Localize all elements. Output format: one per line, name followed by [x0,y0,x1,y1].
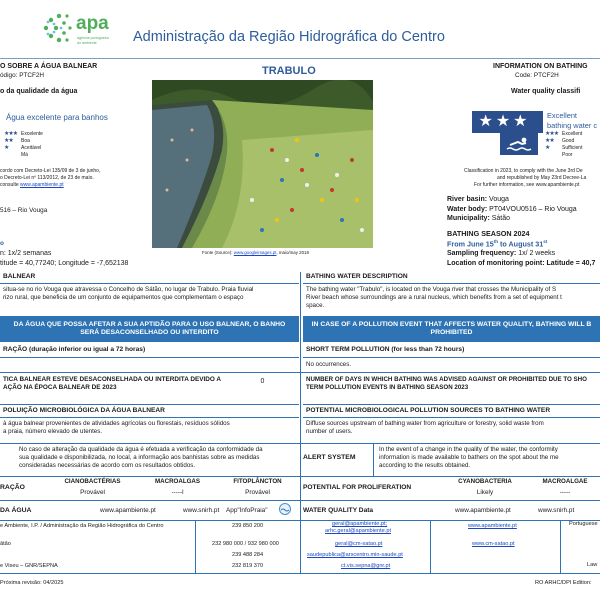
en-short-term-text: No occurrences. [306,361,352,368]
en-river-basin [447,196,509,205]
en-description-title: BATHING WATER DESCRIPTION [303,272,600,284]
legend-label: Excelente [21,131,43,138]
swimmer-badge [500,133,538,155]
pt-prolif-value-phyto: Provável [245,489,270,496]
note-prefix: consulte [0,182,21,188]
season-to-sup: st [543,239,548,244]
contacts-col-divider [430,521,431,573]
legend-label: Good [562,138,575,145]
pt-prolif-value-cyano: Provável [80,489,105,496]
footer-next-review: Próxima revisão: 04/2025 [0,580,64,586]
contact-phone-apa: 239 850 200 [232,523,264,529]
pt-data-link-snirh[interactable]: www.snirh.pt [183,507,220,514]
swimmer-icon [506,136,532,152]
en-description-text: The bathing water "Trabulo", is located on the Vouga river that crosses the Municipality of S River beach whose surroundings are a rural nucleus, which benefits from a set of equipment t space. [306,286,562,309]
en-pollution-band: IN CASE OF A POLLUTION EVENT THAT AFFECTS WATER QUALITY, BATHING WILL B PROHIBITED [303,316,600,342]
en-proliferation-title: POTENTIAL FOR PROLIFERATION [303,484,412,491]
logo-subtitle-1: agência portuguesa [77,36,109,40]
legend-stars: ★★★ [4,130,18,137]
en-quality-legend [545,131,582,159]
pt-code: ódigo: PTCF2H [0,72,45,79]
column-divider [300,272,301,552]
en-legal-note-2: and republished by May 23rd Decree-La [497,175,587,181]
en-class-sub: bathing water c [547,121,598,130]
google-images-link[interactable]: www.googleimages.pt [233,250,277,255]
pt-description-text: situa-se no rio Vouga que atravessa o Concelho de Sátão, no lugar de Trabulo. Praia fluvial rizo rural, que beneficia de um conjunto de equipamentos que complementam o espaço [3,286,254,301]
header-divider [0,58,600,59]
contact-entity-gnr: e Viseu – GNR/SEPNA [0,563,58,569]
season-to: to August 31 [497,239,544,249]
pt-days-value: 0 [260,378,265,385]
field-value: Sátão [491,215,511,222]
apambiente-link[interactable]: www.apambiente.pt [20,182,64,188]
en-sampling [447,250,555,259]
pt-season-marker: o [0,240,4,247]
en-class-excellent: Excellent [547,111,577,120]
contact-entity-municipality: ātão [0,541,11,547]
pt-sources-title: POLUIÇÃO MICROBIOLÓGICA DA ÁGUA BALNEAR [0,404,299,418]
contact-entity-apa: e Ambiente, I.P. / Administração da Região Hidrográfica do Centro [0,523,164,529]
legend-label: Excellent [562,131,583,138]
legend-row [4,145,43,152]
footer-edition: RO ARHC/DPI Edition: [535,580,592,586]
caption-suffix: , maio/may 2018 [276,250,309,255]
contact-web-municipality[interactable]: www.cm-satao.pt [472,541,515,547]
row-divider [0,443,600,444]
pt-info-title: O SOBRE A ÁGUA BALNEAR [0,63,98,70]
legend-label: Boa [21,138,30,145]
agency-logo [40,8,130,48]
pt-description-title: BALNEAR [0,272,299,284]
star-icon: ★ [478,113,493,130]
star-icon: ★ [513,113,528,130]
field-value: Vouga [489,196,509,203]
contacts-col-divider [300,521,301,573]
beach-photo [152,80,373,248]
en-info-title: INFORMATION ON BATHING [493,63,588,70]
contact-email-health[interactable]: saudepublica@arscentro.min-saude.pt [307,552,403,558]
pt-pollution-band: DA ÁGUA QUE POSSA AFETAR A SUA APTIDÃO PARA O USO BALNEAR, O BANHO SERÁ DESACONSELHADO OU INTERDITO [0,316,299,342]
en-season-dates [447,239,547,248]
contact-email-municipality[interactable]: geral@cm-satao.pt [335,541,383,547]
row-divider [0,500,600,501]
contact-email-arhc[interactable]: arhc.geral@apambiente.pt [325,528,392,534]
en-season: BATHING SEASON 2024 [447,229,530,238]
pt-prolif-value-macro: -----l [171,489,184,496]
season-from: From June 15 [447,239,494,249]
pt-legal-note-3 [0,182,64,188]
footer-divider [0,573,600,574]
en-legal-note-3: For further information, see www.apambiente.pt [474,182,580,188]
legend-row [545,152,582,159]
contact-email-apa[interactable]: geral@apambiente.pt; [332,521,388,527]
quality-stars-badge-edge [533,111,543,133]
quality-stars-badge [472,111,534,133]
caption-prefix: Fonte (Source): [202,250,234,255]
en-data-link-snirh[interactable]: www.snirh.pt [538,507,575,514]
pt-days-title: TICA BALNEAR ESTEVE DESACONSELHADA OU INTERDITA DEVIDO A AÇÃO NA ÉPOCA BALNEAR DE 2023 [3,376,222,391]
contacts-col-divider [560,521,561,573]
legend-label: Sufficient [562,145,583,152]
en-data-link-apa[interactable]: www.apambiente.pt [455,507,511,514]
pt-sources-text: à água balnear provenientes de atividades agrícolas ou florestais, resíduos sólidos a praia, número elevado de utentes. [3,420,230,435]
en-days-title: NUMBER OF DAYS IN WHICH BATHING WAS ADVISED AGAINST OR PROHIBITED DUE TO SHO TERM POLLUTION EVENTS IN BATHING SEASON 2023 [306,376,587,391]
en-municipality [447,215,510,224]
pt-prolif-header-cyano: CIANOBACTÉRIAS [64,478,121,485]
pt-location: titude = 40,77240; Longitude = -7,652138 [0,260,129,267]
contact-extra-law: Law [587,562,598,568]
legend-row [4,152,43,159]
pt-legal-note-2: o Decreto-Lei nº 113/2012, de 23 de maio. [0,175,94,181]
contact-phone-health: 239 488 284 [232,552,264,558]
en-sources-text: Diffuse sources upstream of bathing water from agriculture or forestry, solid waste from number of users. [306,420,544,435]
legend-label: Aceitável [21,145,42,152]
pt-legal-note-1: cordo com Decreto-Lei 135/09 de 3 de junho, [0,168,101,174]
pt-quality-class: Água excelente para banhos [6,113,108,122]
season-from-sup: th [493,239,498,244]
logo-wordmark: apa [76,13,109,34]
en-prolif-value-macro: ----- [559,489,571,496]
pt-short-term-title: RAÇÃO (duração inferior ou igual a 72 horas) [0,344,299,358]
en-prolif-header-cyano: CYANOBACTERIA [458,478,512,485]
row-divider [0,372,600,373]
pt-proliferation-title: RAÇÃO [0,484,25,491]
en-sources-title: POTENTIAL MICROBIOLOGICAL POLLUTION SOURCES TO BATHING WATER [303,404,600,418]
contact-web-apa[interactable]: www.apambiente.pt [468,523,517,529]
contact-email-gnr[interactable]: ct.vis.sepna@gnr.pt [341,563,391,569]
pt-alert-text: No caso de alteração da qualidade da água é efetuada a verificação da conformidade da sua qualidade e disponibilizada, no local, a informação aos banhistas sobre as medidas consideradas necessárias de acordo com os resultados obtidos. [19,446,263,469]
legend-stars: ★★ [4,137,13,144]
en-short-term-title: SHORT TERM POLLUTION (for less than 72 hours) [303,344,600,358]
field-label: Water body: [447,206,488,213]
legend-stars: ★ [4,144,9,151]
alert-divider [373,444,374,476]
field-label: Municipality: [447,215,490,222]
logo-subtitle-2: do ambiente [77,41,97,45]
pt-data-title: DA ÁGUA [0,507,32,514]
en-legal-note-1: Classification in 2023, to comply with the June 3rd De [464,168,583,174]
legend-stars: ★★ [545,137,554,144]
legend-label: Poor [562,152,573,159]
en-water-body [447,206,577,215]
pt-prolif-header-phyto: FITOPLÂNCTON [233,478,282,485]
contact-phone-municipality: 232 980 000 / 932 980 000 [212,541,279,547]
pt-quality-legend [4,131,43,159]
contact-extra-portuguese: Portuguese [569,521,598,527]
en-prolif-value-cyano: Likely [476,489,494,496]
beach-name: TRABULO [262,65,316,77]
en-quality-title: Water quality classifi [511,88,581,95]
en-location: Location of monitoring point: Latitude = 40,7 [447,260,596,267]
en-data-title: WATER QUALITY Data [303,507,374,514]
pt-prolif-header-macro: MACROALGAS [154,478,201,485]
field-label: Sampling frequency: [447,250,517,257]
pt-data-link-infopraia[interactable]: App"InfoPraia" [226,507,268,514]
pt-sampling: n: 1x/2 semanas [0,250,52,257]
legend-stars: ★★★ [545,130,559,137]
field-value: 1x/ 2 weeks [518,250,556,257]
infopraia-app-icon[interactable] [279,503,291,515]
pt-water-body: 516 – Rio Vouga [0,207,48,214]
photo-caption [202,250,309,256]
wave-icon [281,505,289,513]
beach-photo-illustration [152,80,373,248]
star-icon: ★ [495,113,511,130]
field-value: PT04VOU0516 – Rio Vouga [489,206,577,213]
legend-stars: ★ [545,144,550,151]
en-alert-text: In the event of a change in the quality of the water, the conformity information is made available to bathers on the spot about the me according to the results obtained. [379,446,559,469]
legend-row [545,145,582,152]
row-divider [0,476,600,477]
contacts-col-divider [195,521,196,573]
pt-quality-title: o da qualidade da água [0,88,78,95]
pt-data-link-apa[interactable]: www.apambiente.pt [100,507,156,514]
field-label: River basin: [447,196,488,203]
contact-phone-gnr: 232 819 370 [232,563,264,569]
legend-label: Má [21,152,28,159]
en-alert-title: ALERT SYSTEM [303,454,356,461]
en-prolif-header-macro: MACROALGAE [542,478,588,485]
en-code: Code: PTCF2H [515,72,559,79]
agency-title: Administração da Região Hidrográfica do Centro [133,29,445,45]
